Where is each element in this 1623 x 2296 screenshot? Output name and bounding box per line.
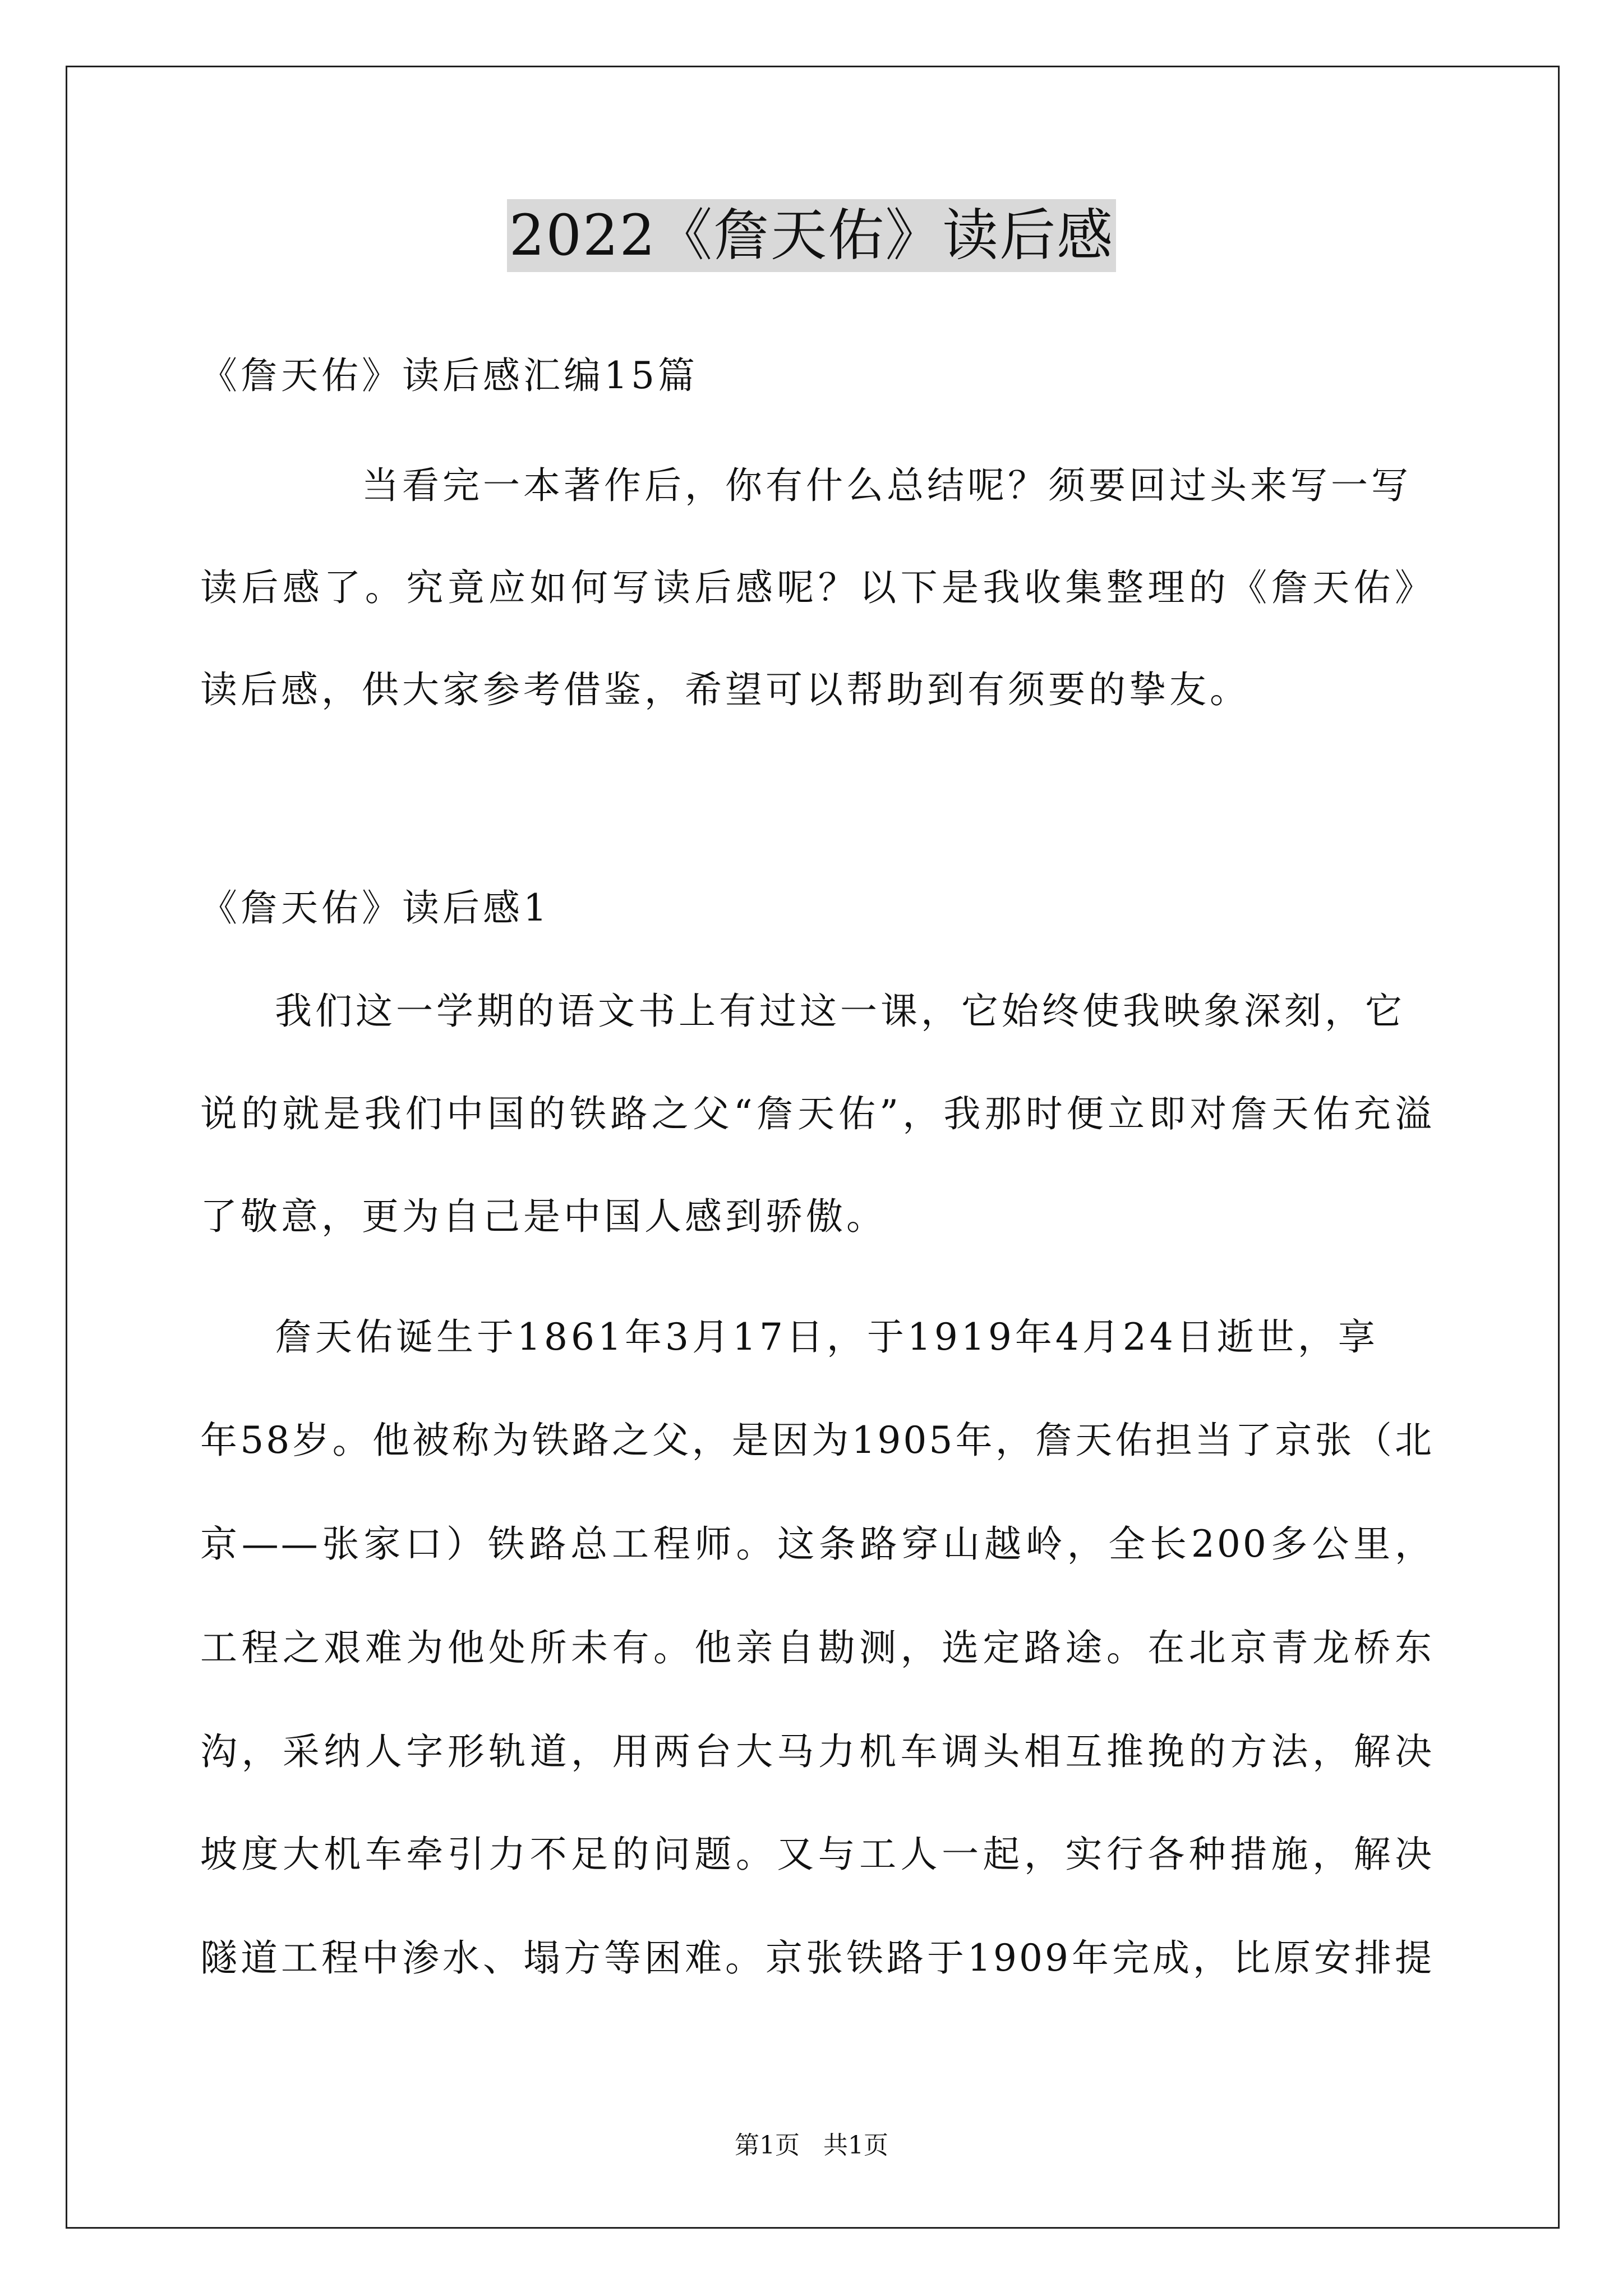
intro-line-2: 读后感了。究竟应如何写读后感呢？以下是我收集整理的《詹天佑》	[200, 566, 1434, 609]
paragraph2-line-5: 沟，采纳人字形轨道，用两台大马力机车调头相互推挽的方法，解决	[200, 1730, 1434, 1773]
section-heading: 《詹天佑》读后感1	[200, 886, 550, 930]
page-number: 第1页	[735, 2131, 800, 2160]
intro-line-1: 当看完一本著作后，你有什么总结呢？须要回过头来写一写	[362, 464, 1412, 507]
paragraph2-line-6: 坡度大机车牵引力不足的问题。又与工人一起，实行各种措施，解决	[200, 1833, 1434, 1876]
paragraph1-line-2: 说的就是我们中国的铁路之父“詹天佑”，我那时便立即对詹天佑充溢	[200, 1092, 1434, 1135]
paragraph2-line-2: 年58岁。他被称为铁路之父，是因为1905年，詹天佑担当了京张（北	[200, 1419, 1434, 1462]
page-footer	[0, 2129, 1623, 2162]
document-title: 2022《詹天佑》读后感	[507, 199, 1117, 272]
paragraph2-line-3: 京——张家口）铁路总工程师。这条路穿山越岭，全长200多公里，	[200, 1522, 1434, 1566]
intro-line-3: 读后感，供大家参考借鉴，希望可以帮助到有须要的挚友。	[200, 668, 1250, 711]
page-total: 共1页	[823, 2131, 888, 2160]
subtitle: 《詹天佑》读后感汇编15篇	[200, 354, 698, 397]
paragraph1-line-3: 了敬意，更为自己是中国人感到骄傲。	[200, 1195, 887, 1238]
title-container	[0, 199, 1623, 272]
paragraph2-line-1: 詹天佑诞生于1861年3月17日，于1919年4月24日逝世，享	[275, 1315, 1378, 1359]
paragraph1-line-1: 我们这一学期的语文书上有过这一课，它始终使我映象深刻，它	[275, 990, 1405, 1033]
paragraph2-line-7: 隧道工程中渗水、塌方等困难。京张铁路于1909年完成，比原安排提	[200, 1936, 1434, 1980]
paragraph2-line-4: 工程之艰难为他处所未有。他亲自勘测，选定路途。在北京青龙桥东	[200, 1626, 1434, 1669]
